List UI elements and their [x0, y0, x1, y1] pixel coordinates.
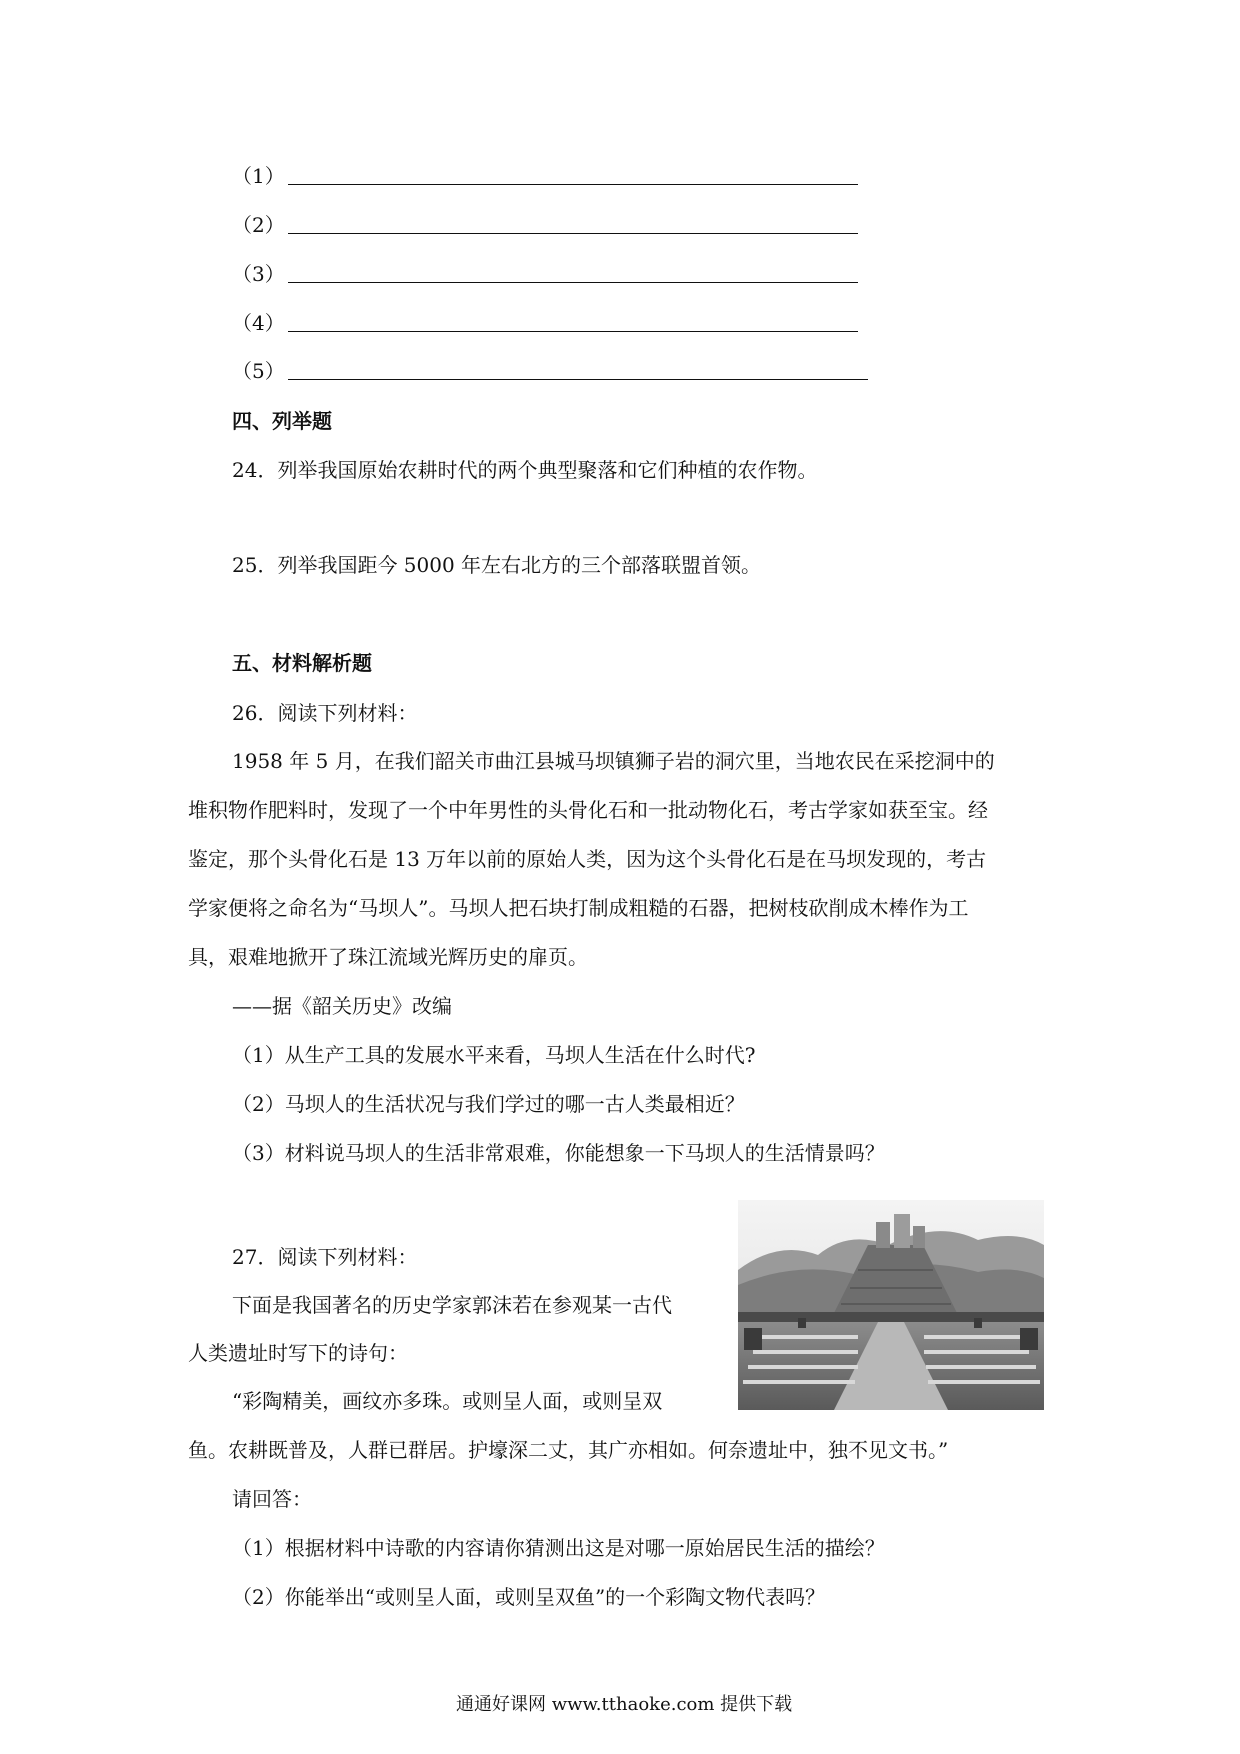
q27-material-line: “彩陶精美，画纹亦多珠。或则呈人面，或则呈双 [232, 1389, 663, 1413]
q27-material-line: 下面是我国著名的历史学家郭沫若在参观某一古代 [232, 1293, 672, 1317]
q27-material-line: 鱼。农耕既普及，人群已群居。护壕深二丈，其广亦相如。何奈遗址中，独不见文书。” [188, 1438, 949, 1462]
question-24: 24．列举我国原始农耕时代的两个典型聚落和它们种植的农作物。 [232, 458, 818, 482]
material-line: 堆积物作肥料时，发现了一个中年男性的头骨化石和一批动物化石，考古学家如获至宝。经 [188, 798, 988, 822]
material-line: 具，艰难地掀开了珠江流域光辉历史的扉页。 [188, 945, 588, 969]
material-source: ——据《韶关历史》改编 [232, 994, 452, 1018]
material-line: 学家便将之命名为“马坝人”。马坝人把石块打制成粗糙的石器，把树枝砍削成木棒作为工 [188, 896, 969, 920]
section-4-title: 四、列举题 [232, 409, 332, 433]
blank-label-1: （1） [232, 164, 285, 188]
material-line: 鉴定，那个头骨化石是 13 万年以前的原始人类，因为这个头骨化石是在马坝发现的，考古 [188, 847, 987, 871]
q27-material-line: 人类遗址时写下的诗句： [188, 1341, 408, 1365]
question-26-3: （3）材料说马坝人的生活非常艰难，你能想象一下马坝人的生活情景吗？ [232, 1141, 885, 1165]
question-27-intro: 27．阅读下列材料： [232, 1245, 418, 1269]
question-26-intro: 26．阅读下列材料： [232, 701, 418, 725]
answer-line-2 [288, 233, 858, 234]
blank-label-4: （4） [232, 311, 285, 335]
answer-line-5 [288, 379, 868, 380]
answer-line-1 [288, 184, 858, 185]
page-footer: 通通好课网 www.tthaoke.com 提供下载 [456, 1694, 793, 1715]
answer-line-4 [288, 331, 858, 332]
material-line: 1958 年 5 月，在我们韶关市曲江县城马坝镇狮子岩的洞穴里，当地农民在采挖洞中的 [232, 749, 995, 773]
question-26-2: （2）马坝人的生活状况与我们学过的哪一古人类最相近？ [232, 1092, 745, 1116]
question-26-1: （1）从生产工具的发展水平来看，马坝人生活在什么时代? [232, 1043, 756, 1067]
q27-prompt: 请回答： [232, 1487, 312, 1511]
question-27-2: （2）你能举出“或则呈人面，或则呈双鱼”的一个彩陶文物代表吗？ [232, 1585, 826, 1609]
question-25: 25．列举我国距今 5000 年左右北方的三个部落联盟首领。 [232, 553, 762, 577]
question-27-1: （1）根据材料中诗歌的内容请你猜测出这是对哪一原始居民生活的描绘？ [232, 1536, 885, 1560]
archaeological-site-photo [738, 1200, 1044, 1410]
blank-label-3: （3） [232, 262, 285, 286]
answer-line-3 [288, 282, 858, 283]
blank-label-5: （5） [232, 359, 285, 383]
blank-label-2: （2） [232, 213, 285, 237]
section-5-title: 五、材料解析题 [232, 651, 372, 675]
